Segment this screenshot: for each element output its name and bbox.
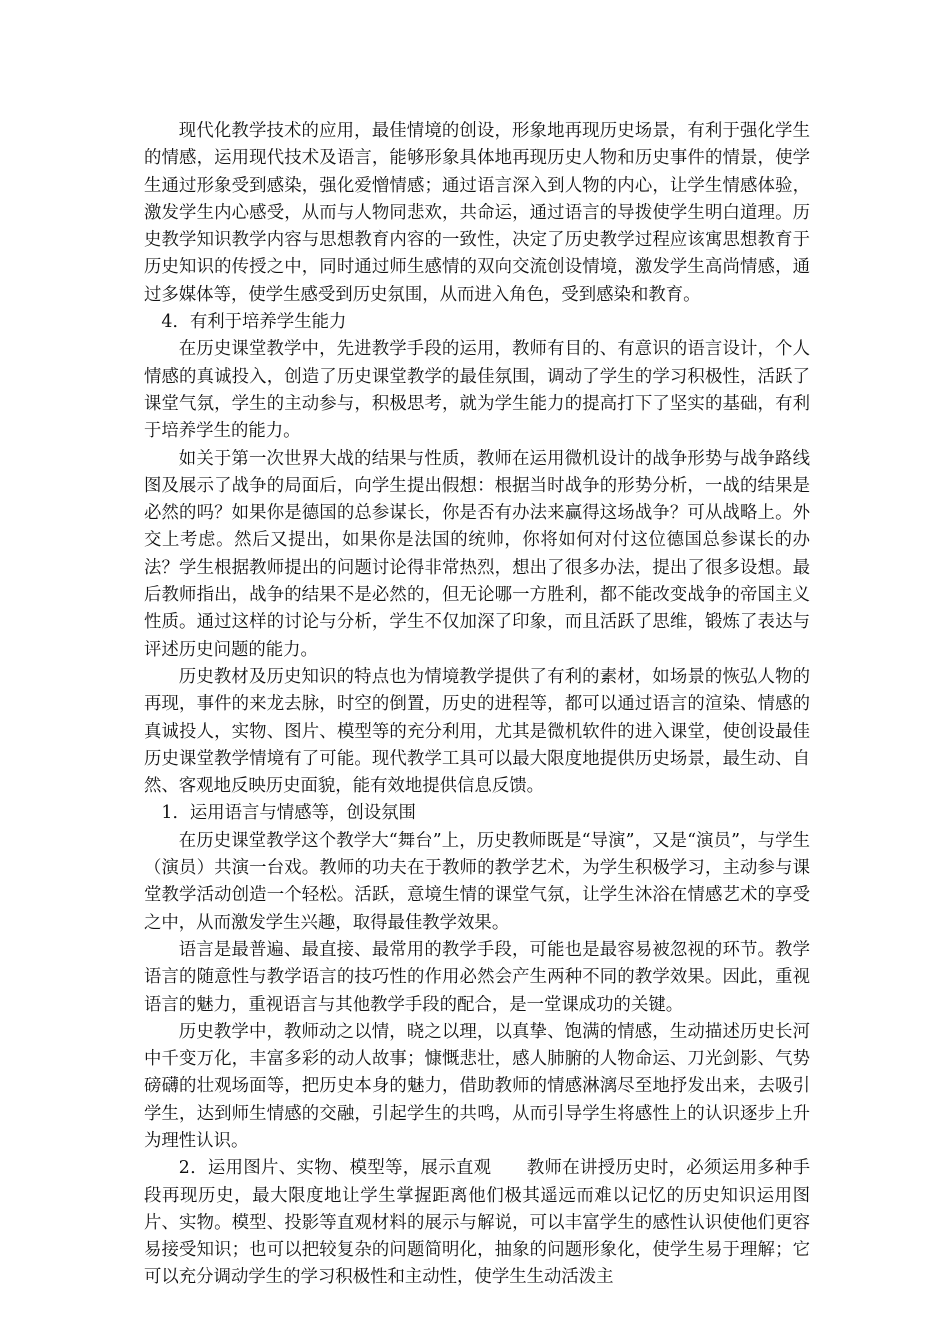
heading-cultivate-ability: 4．有利于培养学生能力: [161, 312, 347, 333]
heading-language-and-emotion: 1．运用语言与情感等，创设氛围: [161, 803, 416, 824]
paragraph-textbook-features: 历史教材及历史知识的特点也为情境教学提供了有利的素材，如场景的恢弘人物的再现，事件的来龙去脉，时空的倒置，历史的进程等，都可以通过语言的渲染、情感的真诚投人，实物、图片、模型等的充分利用，尤其是微机软件的进入课堂，使创设最佳历史课堂教学情境有了可能。现代教学工具可以最大限度地提供历史场景，最生动、自然、客观地反映历史面貌，能有效地提供信息反馈。: [144, 666, 810, 797]
paragraph-teacher-as-director: 在历史课堂教学这个教学大“舞台”上，历史教师既是“导演”，又是“演员”，与学生（演员）共演一台戏。教师的功夫在于教师的教学艺术，为学生积极学习，主动参与课堂教学活动创造一个轻松。活跃，意境生情的课堂气氛，让学生沐浴在情感艺术的享受之中，从而激发学生兴趣，取得最佳教学效果。: [144, 830, 810, 933]
paragraph-visual-materials: 2．运用图片、实物、模型等，展示直观 教师在讲授历史时，必须运用多种手段再现历史，最大限度地让学生掌握距离他们极其遥远而难以记忆的历史知识运用图片、实物。模型、投影等直观材料的展示与解说，可以丰富学生的感性认识使他们更容易接受知识；也可以把较复杂的问题简明化，抽象的问题形象化，使学生易于理解；它可以充分调动学生的学习积极性和主动性，使学生生动活泼主: [144, 1158, 810, 1288]
paragraph-language-importance: 语言是最普遍、最直接、最常用的教学手段，可能也是最容易被忽视的环节。教学语言的随意性与教学语言的技巧性的作用必然会产生两种不同的教学效果。因此，重视语言的魅力，重视语言与其他教学手段的配合，是一堂课成功的关键。: [144, 939, 810, 1015]
document-page: [144, 118, 810, 1292]
paragraph-classroom-atmosphere: 在历史课堂教学中，先进教学手段的运用，教师有目的、有意识的语言设计，个人情感的真诚投入，创造了历史课堂教学的最佳氛围，调动了学生的学习积极性，活跃了课堂气氛，学生的主动参与，积极思考，就为学生能力的提高打下了坚实的基础，有利于培养学生的能力。: [144, 339, 810, 442]
paragraph-wwi-example: 如关于第一次世界大战的结果与性质，教师在运用微机设计的战争形势与战争路线图及展示了战争的局面后，向学生提出假想：根据当时战争的形势分析，一战的结果是必然的吗？如果你是德国的总参谋长，你是否有办法来赢得这场战争？可从战略上。外交上考虑。然后又提出，如果你是法国的统帅，你将如何对付这位德国总参谋长的办法？学生根据教师提出的问题讨论得非常热烈，想出了很多办法，提出了很多设想。最后教师指出，战争的结果不是必然的，但无论哪一方胜利，都不能改变战争的帝国主义性质。通过这样的讨论与分析，学生不仅加深了印象，而且活跃了思维，锻炼了表达与评述历史问题的能力。: [144, 448, 810, 660]
paragraph-emotional-teaching: 历史教学中，教师动之以情，晓之以理，以真挚、饱满的情感，生动描述历史长河中千变万化，丰富多彩的动人故事；慷慨悲壮，感人肺腑的人物命运、刀光剑影、气势磅礴的壮观场面等，把历史本身的魅力，借助教师的情感淋漓尽至地抒发出来，去吸引学生，达到师生情感的交融，引起学生的共鸣，从而引导学生将感性上的认识逐步上升为理性认识。: [144, 1021, 810, 1151]
paragraph-modern-teaching-technology: 现代化教学技术的应用，最佳情境的创设，形象地再现历史场景，有利于强化学生的情感，运用现代技术及语言，能够形象具体地再现历史人物和历史事件的情景，使学生通过形象受到感染，强化爱憎情感；通过语言深入到人物的内心，让学生情感体验，激发学生内心感受，从而与人物同悲欢，共命运，通过语言的导拨使学生明白道理。历史教学知识教学内容与思想教育内容的一致性，决定了历史教学过程应该寓思想教育于历史知识的传授之中，同时通过师生感情的双向交流创设情境，激发学生高尚情感，通过多媒体等，使学生感受到历史氛围，从而进入角色，受到感染和教育。: [144, 121, 810, 305]
